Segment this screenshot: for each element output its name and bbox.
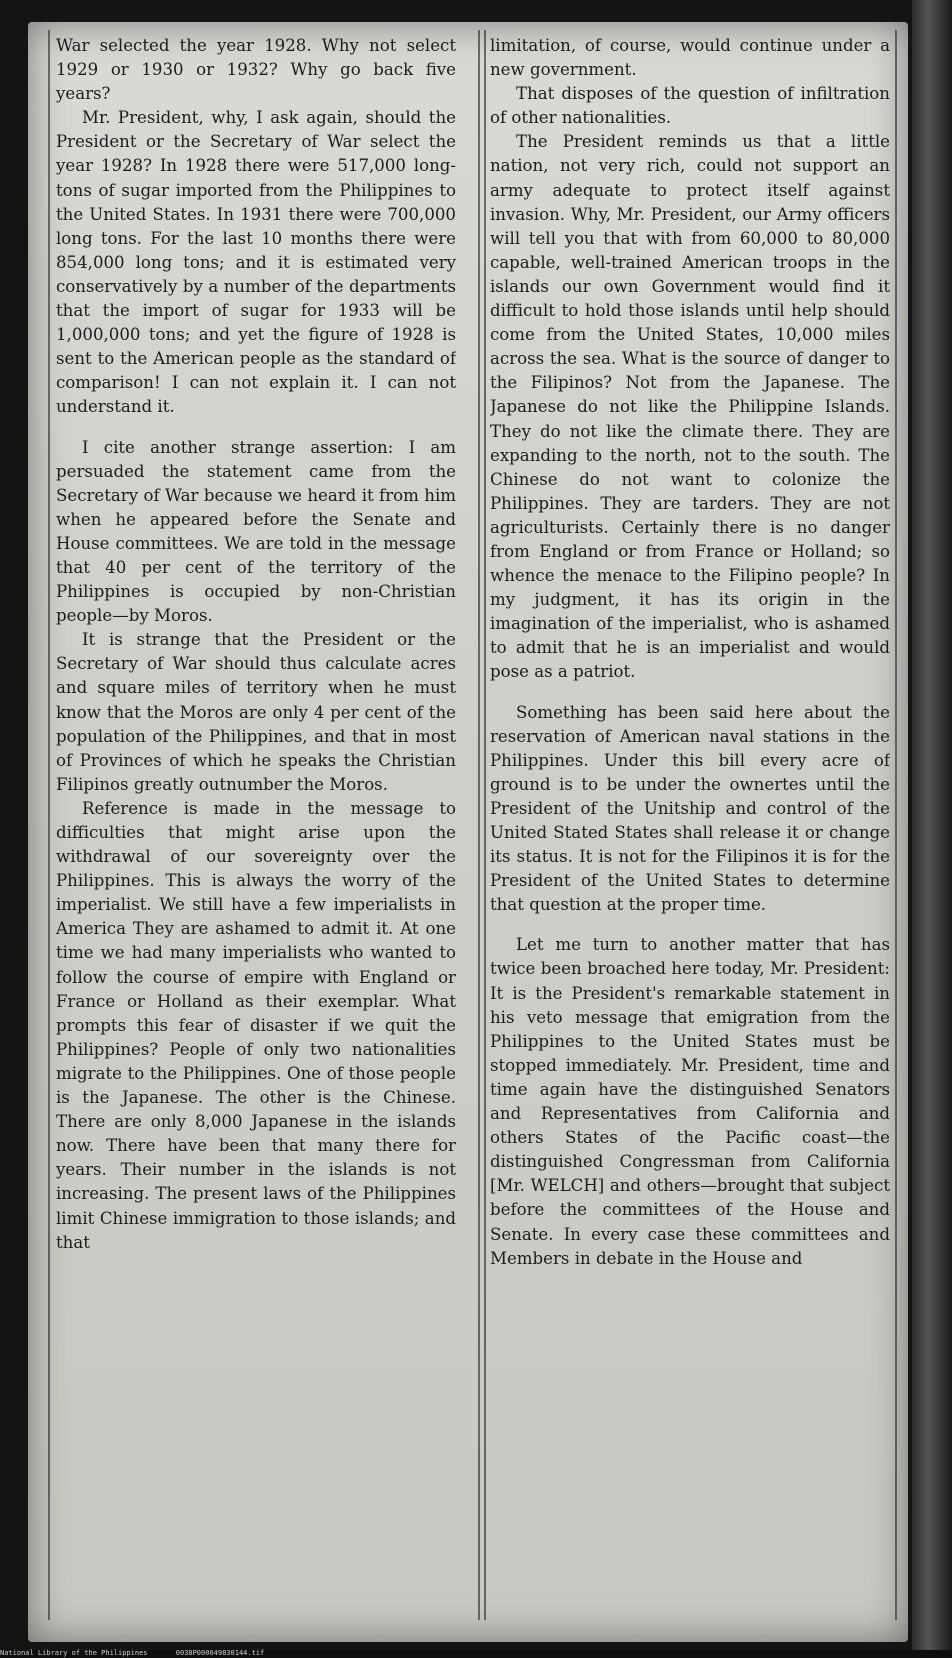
paragraph: War selected the year 1928. Why not select 1929 or 1930 or 1932? Why go back five years? [56,36,456,104]
paragraph: Let me turn to another matter that has twice been broached here today, Mr. President: It is the President's remarkable statement in his veto message that emigration from the Philippines to the United States must be stopped immediately. Mr. President, time and time again have the distinguished Senators and Representatives from California and others States of the Pacific coast—the distinguished Congressman from California [Mr. WELCH] and others—brought that subject before the committees of the House and Senate. In every case these committees and Members in debate in the House and [490,935,890,1268]
archive-library-name: National Library of the Philippines [0,1649,148,1657]
paragraph: It is strange that the President or the Secretary of War should thus calculate acres and square miles of territory when he must know that the Moros are only 4 per cent of the population of the Philippines, and that in most of Provinces of which he speaks the Christian Filipinos greatly outnumber the Moros. [56,630,456,794]
paragraph: Something has been said here about the reservation of American naval stations in the Philippines. Under this bill every acre of ground is to be under the ownertes until the President of the Unitship and control of the United Stated States shall release it or change its status. It is not for the Filipinos it is for the President of the United States to determine that question at the proper time. [490,702,890,915]
paragraph: That disposes of the question of infiltration of other nationalities. [490,84,890,128]
paragraph: Reference is made in the message to difficulties that might arise upon the withdrawal of our sovereignty over the Philippines. This is always the worry of the imperialist. We still have a few imperialists in America They are ashamed to admit it. At one time we had many imperialists who wanted to follow the course of empire with England or France or Holland as their exemplar. What prompts this fear of disaster if we quit the Philippines? People of only two nationalities migrate to the Philippines. One of those people is the Japanese. The other is the Chinese. There are only 8,000 Japanese in the islands now. There have been that many there for years. Their number in the islands is not increasing. The present laws of the Philippines limit Chinese immigration to those islands; and that [56,798,456,1252]
paragraph: I cite another strange assertion: I am persuaded the statement came from the Secretary of War because we heard it from him when he appeared before the Senate and House committees. We are told in the message that 40 per cent of the territory of the Philippines is occupied by non-Christian people—by Moros. [56,437,456,626]
paragraph: Mr. President, why, I ask again, should the President or the Secretary of War select the year 1928? In 1928 there were 517,000 long-tons of sugar imported from the Philippines to the United States. In 1931 there were 700,000 long tons. For the last 10 months there were 854,000 long tons; and it is estimated very conservatively by a number of the departments that the import of sugar for 1933 will be 1,000,000 tons; and yet the figure of 1928 is sent to the American people as the standard of comparison! I can not explain it. I can not understand it. [56,108,456,417]
archive-file-name: 0038P000049830144.tif [175,1649,265,1657]
column-rule-middle [478,30,480,1620]
column-rule-middle-second [484,30,486,1620]
left-text-column [56,34,456,1634]
column-rule-left [48,30,50,1620]
book-binding-edge [912,0,952,1650]
paragraph: limitation, of course, would continue under a new government. [490,36,890,80]
archive-caption [0,1648,952,1658]
right-text-column [490,34,890,1634]
paragraph: The President reminds us that a little nation, not very rich, could not support an army adequate to protect itself against invasion. Why, Mr. President, our Army officers will tell you that with from 60,000 to 80,000 capable, well-trained American troops in the islands our own Government would find it difficult to hold those islands until help should come from the United States, 10,000 miles across the sea. What is the source of danger to the Filipinos? Not from the Japanese. The Japanese do not like the Philippine Islands. They do not like the climate there. They are expanding to the north, not to the south. The Chinese do not want to colonize the Philippines. They are tarders. They are not agriculturists. Certainly there is no danger from England or from France or Holland; so whence the menace to the Filipino people? In my judgment, it has its origin in the imagination of the imperialist, who is ashamed to admit that he is an imperialist and would pose as a patriot. [490,132,890,682]
column-rule-right [895,30,897,1620]
